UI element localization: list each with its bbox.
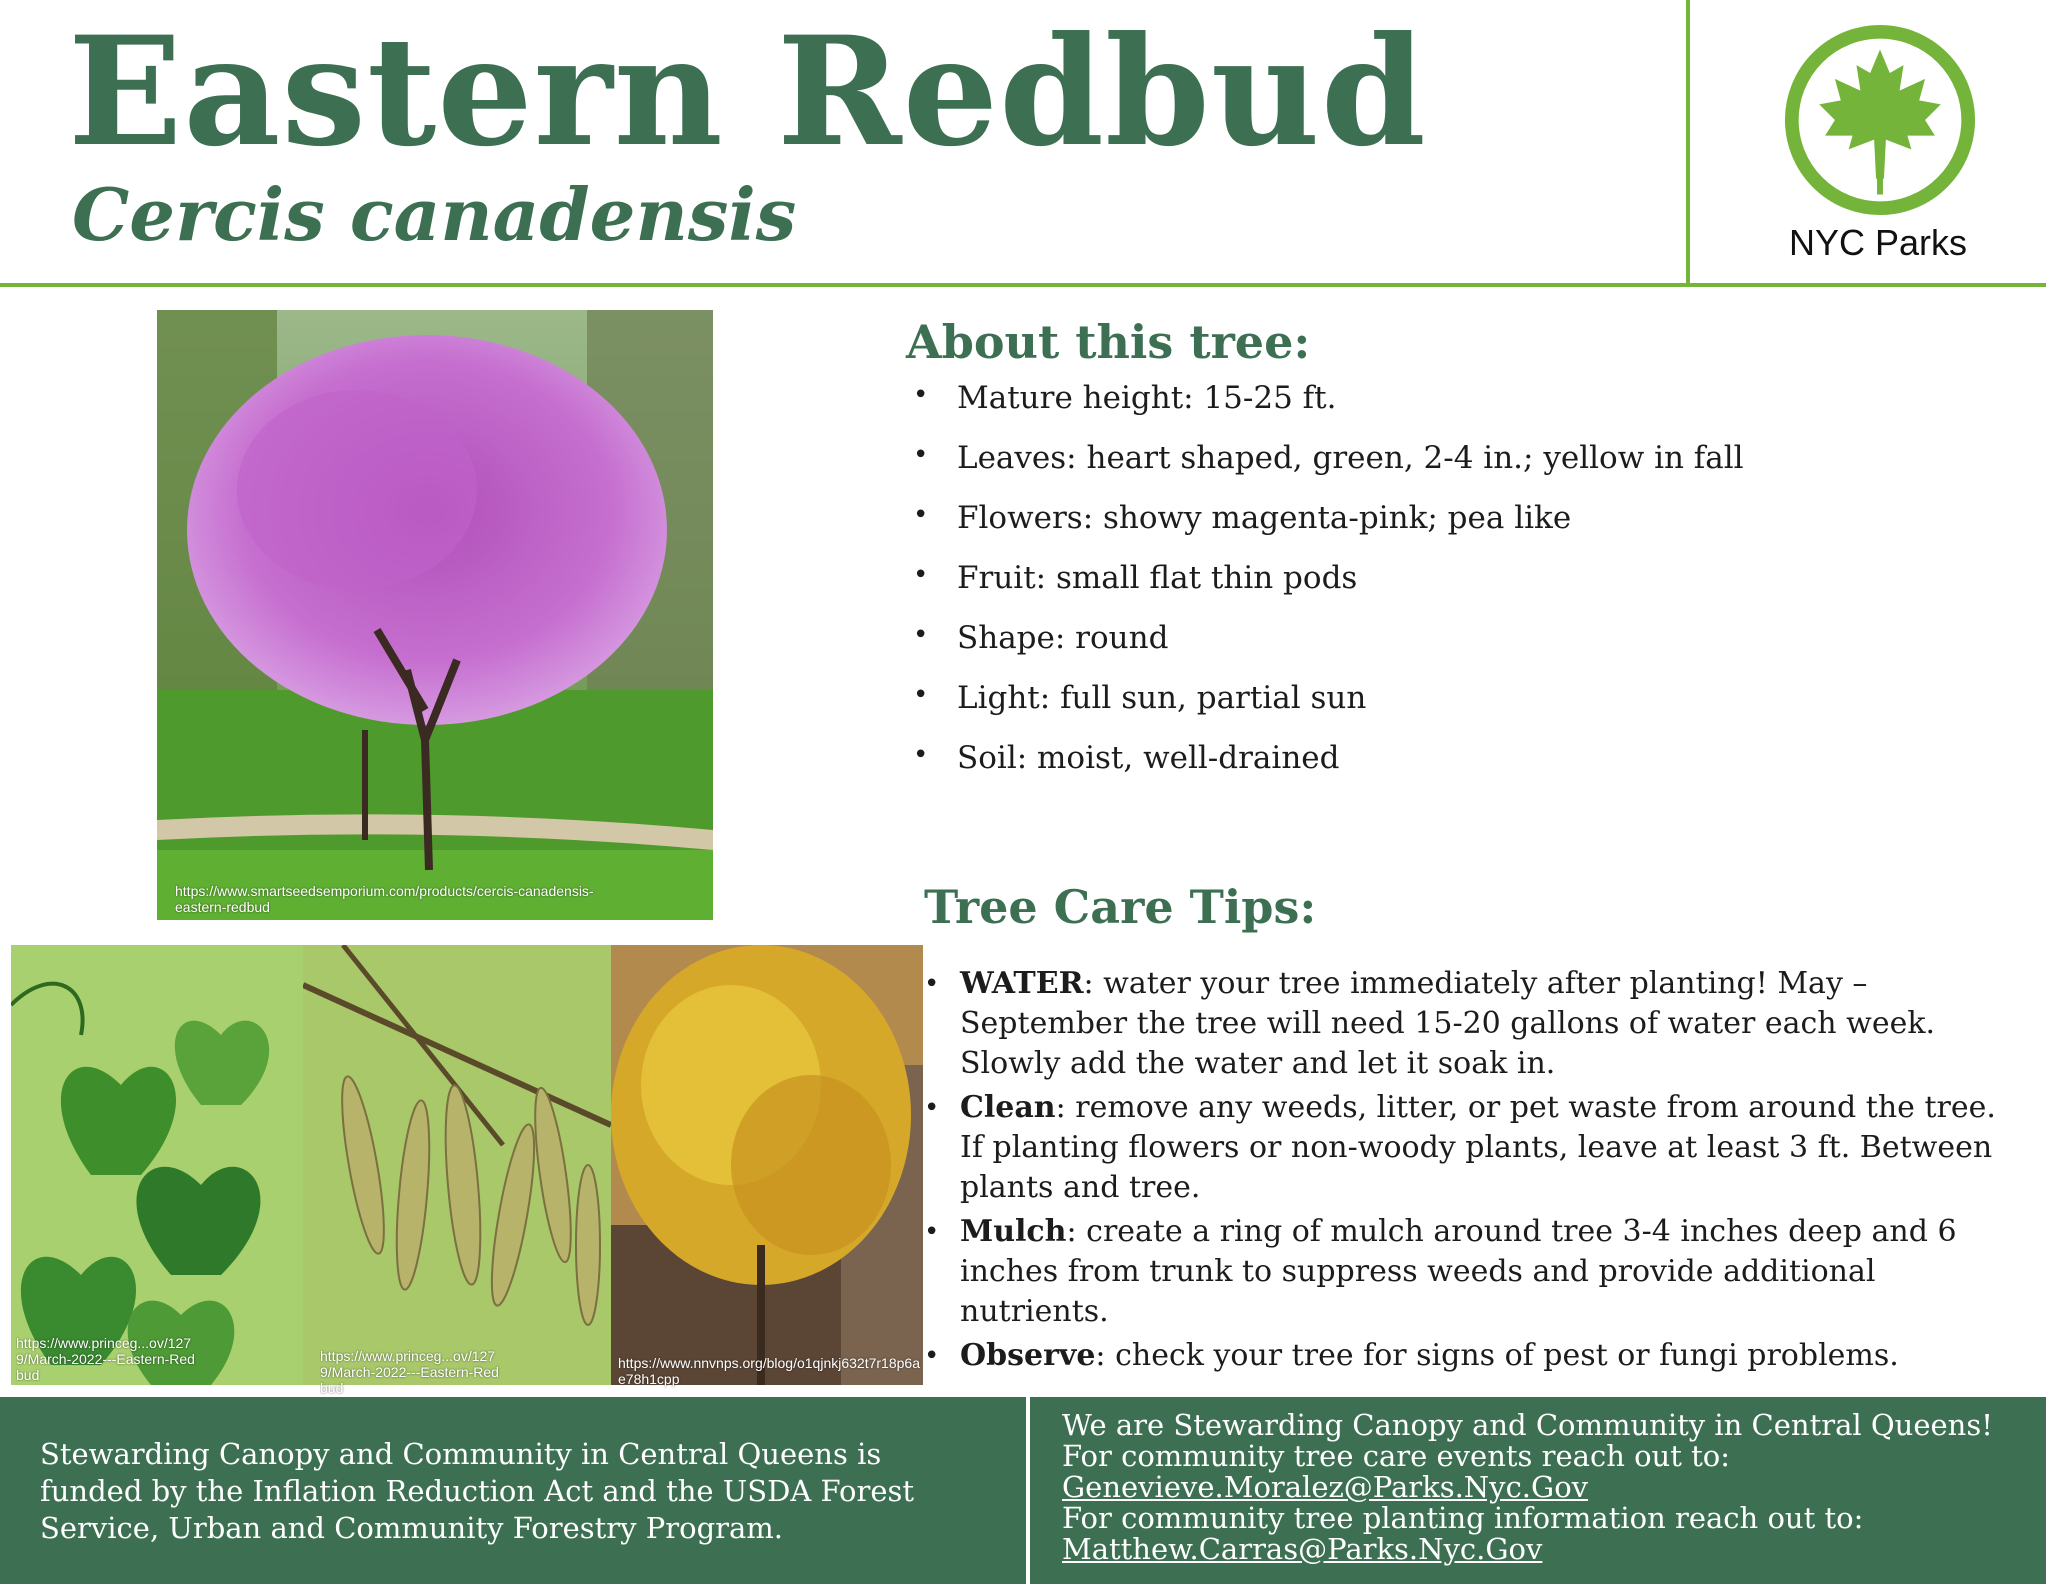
tip-text: : check your tree for signs of pest or fungi problems.	[1095, 1338, 1899, 1373]
tip-label: WATER	[960, 966, 1084, 1001]
leaves-photo-credit: https://www.princeg...ov/1279/March-2022---Eastern-Redbud	[16, 1335, 195, 1384]
about-heading: About this tree:	[906, 315, 1311, 369]
redbud-fall-photo	[611, 945, 923, 1385]
tip-observe	[922, 1336, 2012, 1376]
funding-statement: Stewarding Canopy and Community in Central Queens is funded by the Inflation Reduction Act and the USDA Forest Service, Urban and Community Forestry Program.	[40, 1437, 915, 1545]
scientific-name: Cercis canadensis	[72, 172, 797, 257]
tip-text: : water your tree immediately after planting! May – September the tree will need 15-20 gallons of water each week. Slowly add the water and let it soak in.	[960, 966, 1936, 1081]
tip-label: Clean	[960, 1090, 1056, 1125]
care-events-email-link[interactable]: Genevieve.Moralez@Parks.Nyc.Gov	[1062, 1470, 1589, 1504]
care-heading: Tree Care Tips:	[924, 880, 1317, 934]
main-photo-credit: https://www.smartseedsemporium.com/products/cercis-canadensis-eastern-redbud	[175, 883, 594, 916]
list-item: • Shape: round	[905, 620, 1744, 680]
redbud-pods-photo	[303, 945, 611, 1385]
list-item: • Leaves: heart shaped, green, 2-4 in.; yellow in fall	[905, 440, 1744, 500]
fall-photo-credit: https://www.nnvnps.org/blog/o1qjnkj632t7r18p6ae78h1cpp	[618, 1355, 920, 1388]
tip-clean	[922, 1088, 2012, 1208]
contact-intro: We are Stewarding Canopy and Community in Central Queens!	[1062, 1408, 1993, 1442]
tip-text: : create a ring of mulch around tree 3-4 inches deep and 6 inches from trunk to suppress weeds and provide additional nutrients.	[960, 1214, 1957, 1329]
redbud-leaves-photo	[11, 945, 303, 1385]
planting-email-link[interactable]: Matthew.Carras@Parks.Nyc.Gov	[1062, 1532, 1543, 1566]
tip-water	[922, 964, 2012, 1084]
list-item: • Fruit: small flat thin pods	[905, 560, 1744, 620]
footer-divider	[1026, 1397, 1030, 1584]
redbud-bloom-photo	[157, 310, 713, 920]
tip-label: Observe	[960, 1338, 1096, 1373]
list-item: • Soil: moist, well-drained	[905, 740, 1744, 800]
list-item: • Mature height: 15-25 ft.	[905, 380, 1744, 440]
about-list	[905, 380, 1744, 800]
care-tips-list	[922, 964, 2012, 1380]
logo-text: NYC Parks	[1788, 222, 1968, 263]
care-events-label: For community tree care events reach out to:	[1062, 1439, 1730, 1473]
page-title: Eastern Redbud	[68, 4, 1427, 180]
contact-info	[1062, 1410, 2022, 1565]
list-item: • Light: full sun, partial sun	[905, 680, 1744, 740]
tip-label: Mulch	[960, 1214, 1067, 1249]
planting-info-label: For community tree planting information reach out to:	[1062, 1501, 1864, 1535]
maple-leaf-icon	[1782, 22, 1978, 218]
tip-text: : remove any weeds, litter, or pet waste from around the tree. If planting flowers or non-woody plants, leave at least 3 ft. Between plants and tree.	[960, 1090, 1996, 1205]
header-divider	[0, 283, 2046, 287]
tip-mulch	[922, 1212, 2012, 1332]
list-item: • Flowers: showy magenta-pink; pea like	[905, 500, 1744, 560]
pods-photo-credit: https://www.princeg...ov/1279/March-2022---Eastern-Redbud	[320, 1348, 499, 1397]
